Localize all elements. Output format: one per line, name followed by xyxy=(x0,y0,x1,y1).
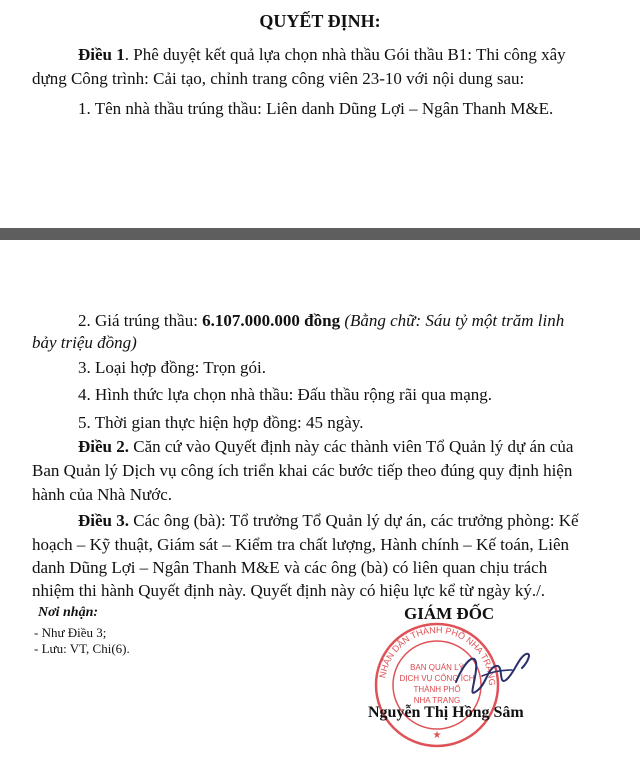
article3-line4: nhiệm thi hành Quyết định này. Quyết định này có hiệu lực kể từ ngày ký./. xyxy=(32,581,546,600)
article1-text1: . Phê duyệt kết quả lựa chọn nhà thầu Gói thầu B1: Thi công xây xyxy=(124,45,566,64)
article3-line2: hoạch – Kỹ thuật, Giám sát – Kiểm tra chất lượng, Hành chính – Kế toán, Liên xyxy=(32,535,570,554)
article1-item3: 3. Loại hợp đồng: Trọn gói. xyxy=(78,358,266,377)
article3-line1 xyxy=(78,510,579,532)
article2-label: Điều 2. xyxy=(78,437,129,456)
article1-line2: dựng Công trình: Cải tạo, chỉnh trang công viên 23-10 với nội dung sau: xyxy=(32,69,525,88)
item2-words-1: (Bằng chữ: Sáu tỷ một trăm linh xyxy=(344,311,565,330)
signer-name: Nguyễn Thị Hồng Sâm xyxy=(368,704,524,721)
stamp-star-icon: ★ xyxy=(432,730,442,741)
recipient-item: - Lưu: VT, Chi(6). xyxy=(34,641,130,656)
stamp-ring-text: NHÂN DÂN THÀNH PHỐ NHA TRANG xyxy=(377,624,498,686)
article1-label: Điều 1 xyxy=(78,45,125,64)
article1-item4: 4. Hình thức lựa chọn nhà thầu: Đấu thầu rộng rãi qua mạng. xyxy=(78,385,493,404)
stamp-line: NHA TRANG xyxy=(413,696,461,705)
article1-line1 xyxy=(78,44,566,66)
article2-line2: Ban Quản lý Dịch vụ công ích triển khai các bước tiếp theo đúng quy định hiện xyxy=(32,461,573,480)
item2-amount: 6.107.000.000 đồng xyxy=(202,311,341,330)
signature-title: GIÁM ĐỐC xyxy=(404,604,495,623)
decision-title: QUYẾT ĐỊNH: xyxy=(259,11,381,31)
article2-line1 xyxy=(78,436,573,458)
article3-label: Điều 3. xyxy=(78,511,129,530)
handwritten-signature xyxy=(448,640,538,710)
item2-words-2: bảy triệu đồng) xyxy=(32,333,137,352)
article1-item2-line1 xyxy=(78,310,564,332)
article1-item5: 5. Thời gian thực hiện hợp đồng: 45 ngày. xyxy=(78,413,364,432)
article1-item2-line2 xyxy=(32,332,137,354)
stamp-line: BAN QUẢN LÝ xyxy=(410,663,464,672)
article3-line3: danh Dũng Lợi – Ngân Thanh M&E và các ông (bà) có liên quan chịu trách xyxy=(32,558,548,577)
page-break-divider xyxy=(0,228,640,240)
stamp-line: DỊCH VỤ CÔNG ÍCH xyxy=(399,674,475,683)
recipient-item: - Như Điều 3; xyxy=(34,625,107,640)
recipients-label: Nơi nhận: xyxy=(38,605,99,620)
stamp-line: THÀNH PHỐ xyxy=(413,685,461,694)
article1-item1: 1. Tên nhà thầu trúng thầu: Liên danh Dũng Lợi – Ngân Thanh M&E. xyxy=(78,99,554,118)
item2-prefix: 2. Giá trúng thầu: xyxy=(78,311,203,330)
article2-text1: Căn cứ vào Quyết định này các thành viên Tổ Quản lý dự án của xyxy=(129,437,574,456)
article3-text1: Các ông (bà): Tổ trưởng Tổ Quản lý dự án, các trưởng phòng: Kế xyxy=(129,511,579,530)
article2-line3: hành của Nhà Nước. xyxy=(32,485,172,504)
